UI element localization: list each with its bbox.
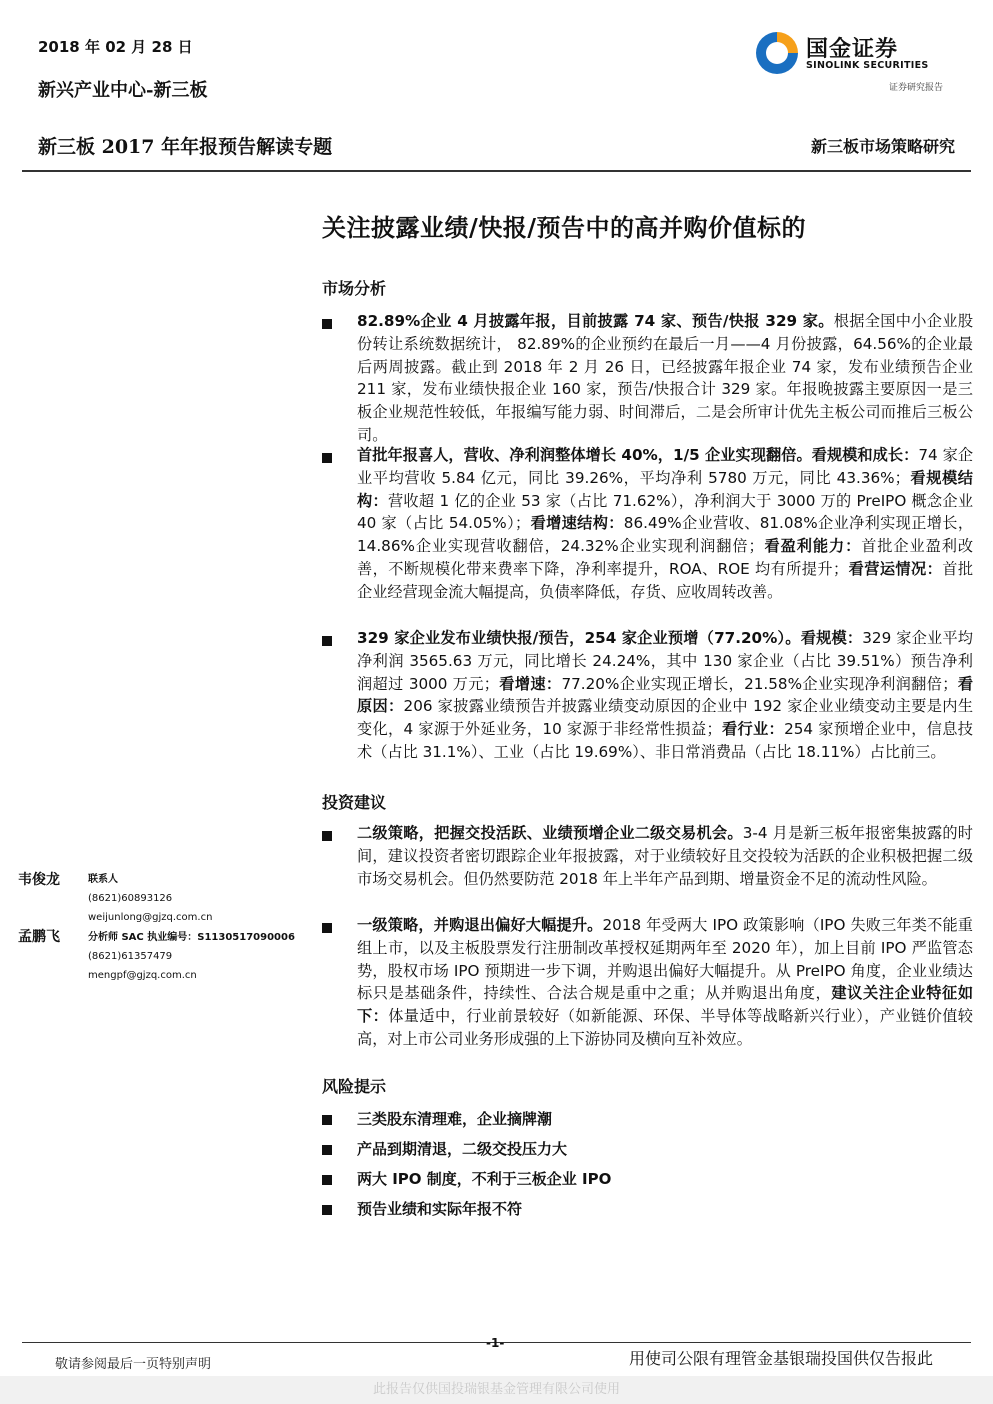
market-item-3-label-4: 看行业： xyxy=(721,720,785,739)
invest-item-2-text-2: 体量适中，行业前景较好（如新能源、环保、半导体等战略新兴行业），产业链价值较高，对上市公司业务形成强的上下游协同及横向互补效应。 xyxy=(357,1007,973,1048)
author-phone: (8621)60893126 xyxy=(88,893,173,904)
market-item-2-label-3: 看增速结构： xyxy=(530,514,624,533)
market-item-2-text-2: 营收超 1 亿的企业 53 家（占比 71.62%），净利润大于 3000 万的 PreIPO 概念企业 40 家（占比 54.05%）； xyxy=(357,491,974,533)
author-email[interactable]: mengpf@gjzq.com.cn xyxy=(88,970,197,981)
bullet-icon xyxy=(322,636,332,646)
research-center: 新兴产业中心-新三板 xyxy=(38,80,208,101)
market-item-3-text-4: 254 家预增企业中，信息技术（占比 31.1%）、工业（占比 19.69%）、非日常消费品（占比 18.11%）占比前三。 xyxy=(357,720,973,761)
page-number: -1- xyxy=(486,1336,505,1350)
author-role: 联系人 xyxy=(88,874,118,885)
watermark-text: 此报告仅供国投瑞银基金管理有限公司使用 xyxy=(0,1376,993,1404)
market-item-2 xyxy=(357,444,973,604)
market-item-2-headline: 首批年报喜人，营收、净利润整体增长 40%，1/5 企业实现翻倍。看规模和成长： xyxy=(357,446,919,464)
bullet-icon xyxy=(322,1115,332,1125)
invest-item-2-headline: 一级策略，并购退出偏好大幅提升。 xyxy=(357,916,603,934)
market-item-2-label-5: 看营运情况： xyxy=(848,559,943,578)
invest-item-1-headline: 二级策略，把握交投活跃、业绩预增企业二级交易机会。 xyxy=(357,824,743,842)
footer-notice: 用使司公限有理管金基银瑞投国供仅告报此 xyxy=(628,1349,933,1368)
market-item-2-text-5: 首批企业经营现金流大幅提高，负债率降低，存货、应收周转改善。 xyxy=(357,559,974,601)
author-phone: (8621)61357479 xyxy=(88,951,173,962)
section-risk: 风险提示 xyxy=(322,1077,387,1096)
bullet-icon xyxy=(322,831,332,841)
logo-chinese-name: 国金证券 xyxy=(806,37,899,62)
bullet-icon xyxy=(322,1145,332,1155)
bullet-icon xyxy=(322,923,332,933)
risk-item-2: 产品到期清退，二级交投压力大 xyxy=(357,1140,568,1158)
market-item-2-text-1: 74 家企业平均营收 5.84 亿元，同比 39.26%，平均净利 5780 万元，同比 43.36%； xyxy=(357,446,974,487)
logo-mark-icon xyxy=(756,32,798,74)
market-item-2-label-2: 看规模结构： xyxy=(357,468,973,510)
invest-item-2-text: 2018 年受两大 IPO 政策影响（IPO 失败三年类不能重组上市，以及主板股票发行注册制改革授权延期两年至 2020 年），加上目前 IPO 严监管态势，股权市场 IPO 预期进一步下调，并购退出偏好大幅提升。从 PreIPO 角度，企业业绩达标只是基础条件，持续性、合法合规是重中之重；从并购退出角度， xyxy=(357,916,973,1003)
bullet-icon xyxy=(322,453,332,463)
risk-item-4: 预告业绩和实际年报不符 xyxy=(357,1200,523,1218)
market-item-2-label-4: 看盈利能力： xyxy=(763,537,862,556)
market-item-1-text: 根据全国中小企业股份转让系统数据统计， 82.89%的企业预约在最后一月——4 月份披露，64.56%的企业最后两周披露。截止到 2018 年 2 月 26 日，已经披露年报企业 74 家，发布业绩预告企业 211 家，发布业绩快报企业 160 家，预告/快报合计 329 家。年报晚披露主要原因一是三板企业规范性较低，年报编写能力弱、时间滞后，二是会所审计优先主板公司而推后三板公司。 xyxy=(357,312,974,444)
market-item-3-headline: 329 家企业发布业绩快报/预告，254 家企业预增（77.20%）。看规模： xyxy=(357,629,863,647)
header-divider xyxy=(22,170,971,172)
market-item-2-text-3: 86.49%企业营收、81.08%企业净利实现正增长，14.86%企业实现营收翻倍，24.32%企业实现利润翻倍； xyxy=(357,514,974,556)
report-topic: 新三板 2017 年年报预告解读专题 xyxy=(38,136,333,158)
invest-item-2-label-2: 建议关注企业特征如下： xyxy=(357,984,974,1026)
bullet-icon xyxy=(322,1175,332,1185)
market-item-1 xyxy=(357,310,973,447)
market-item-3-label-2: 看增速： xyxy=(498,674,562,693)
company-logo xyxy=(756,30,946,82)
invest-item-1 xyxy=(357,822,973,890)
market-item-3-text-3: 206 家披露业绩预告并披露业绩变动原因的企业中 192 家企业业绩变动主要是内生变化，4 家源于外延业务，10 家源于非经常性损益； xyxy=(357,697,974,739)
risk-item-3: 两大 IPO 制度，不利于三板企业 IPO xyxy=(357,1170,612,1188)
invest-item-1-text: 3-4 月是新三板年报密集披露的时间，建议投资者密切跟踪企业年报披露，对于业绩较好且交投较为活跃的企业积极把握二级市场交易机会。但仍然要防范 2018 年上半年产品到期、增量资金不足的流动性风险。 xyxy=(357,824,973,888)
report-title: 关注披露业绩/快报/预告中的高并购价值标的 xyxy=(322,213,807,242)
author-info xyxy=(88,928,295,985)
bullet-icon xyxy=(322,1205,332,1215)
invest-item-2 xyxy=(357,914,973,1051)
market-item-3-label-3: 看原因： xyxy=(357,674,974,716)
logo-subtitle: 证券研究报告 xyxy=(888,83,943,93)
author-name: 孟鹏飞 xyxy=(18,929,60,945)
market-item-3 xyxy=(357,627,973,764)
market-item-3-text-1: 329 家企业平均净利润 3565.63 万元，同比增长 24.24%，其中 130 家企业（占比 39.51%）预告净利润超过 3000 万元； xyxy=(357,629,973,693)
author-info xyxy=(88,870,212,927)
report-series: 新三板市场策略研究 xyxy=(810,137,955,156)
bullet-icon xyxy=(322,319,332,329)
section-investment-advice: 投资建议 xyxy=(322,793,387,812)
footer-disclaimer: 敬请参阅最后一页特别声明 xyxy=(55,1357,212,1372)
report-date: 2018 年 02 月 28 日 xyxy=(38,38,193,56)
logo-english-name: SINOLINK SECURITIES xyxy=(806,60,929,71)
author-role: 分析师 SAC 执业编号：S1130517090006 xyxy=(88,932,295,943)
author-email[interactable]: weijunlong@gjzq.com.cn xyxy=(88,912,213,923)
section-market-analysis: 市场分析 xyxy=(322,279,387,298)
market-item-1-headline: 82.89%企业 4 月披露年报，目前披露 74 家、预告/快报 329 家。 xyxy=(357,312,834,330)
risk-item-1: 三类股东清理难，企业摘牌潮 xyxy=(357,1110,553,1128)
market-item-3-text-2: 77.20%企业实现正增长，21.58%企业实现净利润翻倍； xyxy=(561,674,958,693)
market-item-2-text-4: 首批企业盈利改善，不断规模化带来费率下降，净利率提升，ROA、ROE 均有所提升； xyxy=(357,537,974,578)
author-name: 韦俊龙 xyxy=(18,872,60,888)
